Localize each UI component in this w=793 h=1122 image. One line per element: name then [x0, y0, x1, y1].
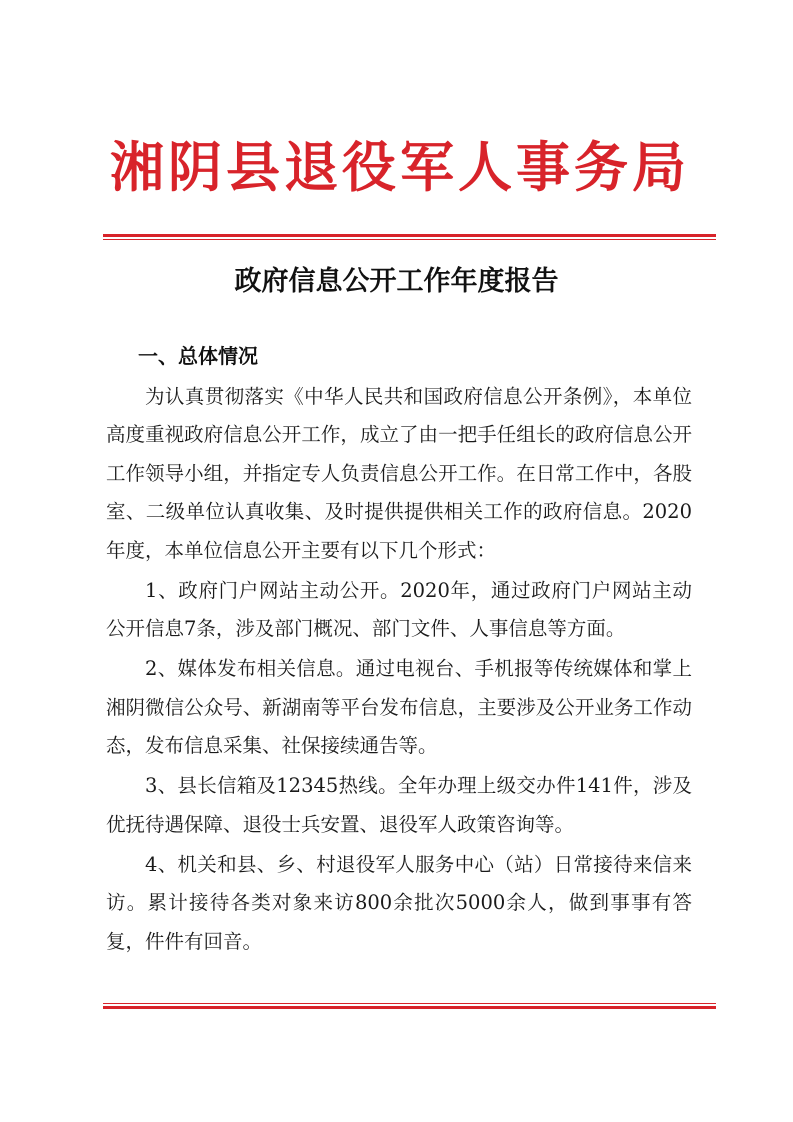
footer-red-rule-thick [103, 1006, 716, 1009]
header-red-rule-thick [103, 234, 716, 237]
body-text [106, 378, 692, 963]
agency-masthead: 湘阴县退役军人事务局 [110, 136, 690, 199]
header-red-rule-thin [103, 239, 716, 240]
footer-red-rule-thin [103, 1003, 716, 1004]
section-heading: 一、总体情况 [138, 344, 258, 368]
document-title: 政府信息公开工作年度报告 [234, 266, 559, 297]
paragraph-item-1: 1、政府门户网站主动公开。2020年，通过政府门户网站主动公开信息7条，涉及部门概况、部门文件、人事信息等方面。 [106, 578, 692, 641]
paragraph-item-4: 4、机关和县、乡、村退役军人服务中心（站）日常接待来信来访。累计接待各类对象来访800余批次5000余人，做到事事有答复，件件有回音。 [106, 853, 692, 953]
paragraph-item-3: 3、县长信箱及12345热线。全年办理上级交办件141件，涉及优抚待遇保障、退役士兵安置、退役军人政策咨询等。 [106, 774, 692, 836]
paragraph-item-2: 2、媒体发布相关信息。通过电视台、手机报等传统媒体和掌上湘阴微信公众号、新湖南等平台发布信息，主要涉及公开业务工作动态，发布信息采集、社保接续通告等。 [106, 657, 692, 758]
paragraph-intro: 为认真贯彻落实《中华人民共和国政府信息公开条例》，本单位高度重视政府信息公开工作，成立了由一把手任组长的政府信息公开工作领导小组，并指定专人负责信息公开工作。在日常工作中，各股室、二级单位认真收集、及时提供提供相关工作的政府信息。2020年度，本单位信息公开主要有以下几个形式： [106, 385, 692, 562]
